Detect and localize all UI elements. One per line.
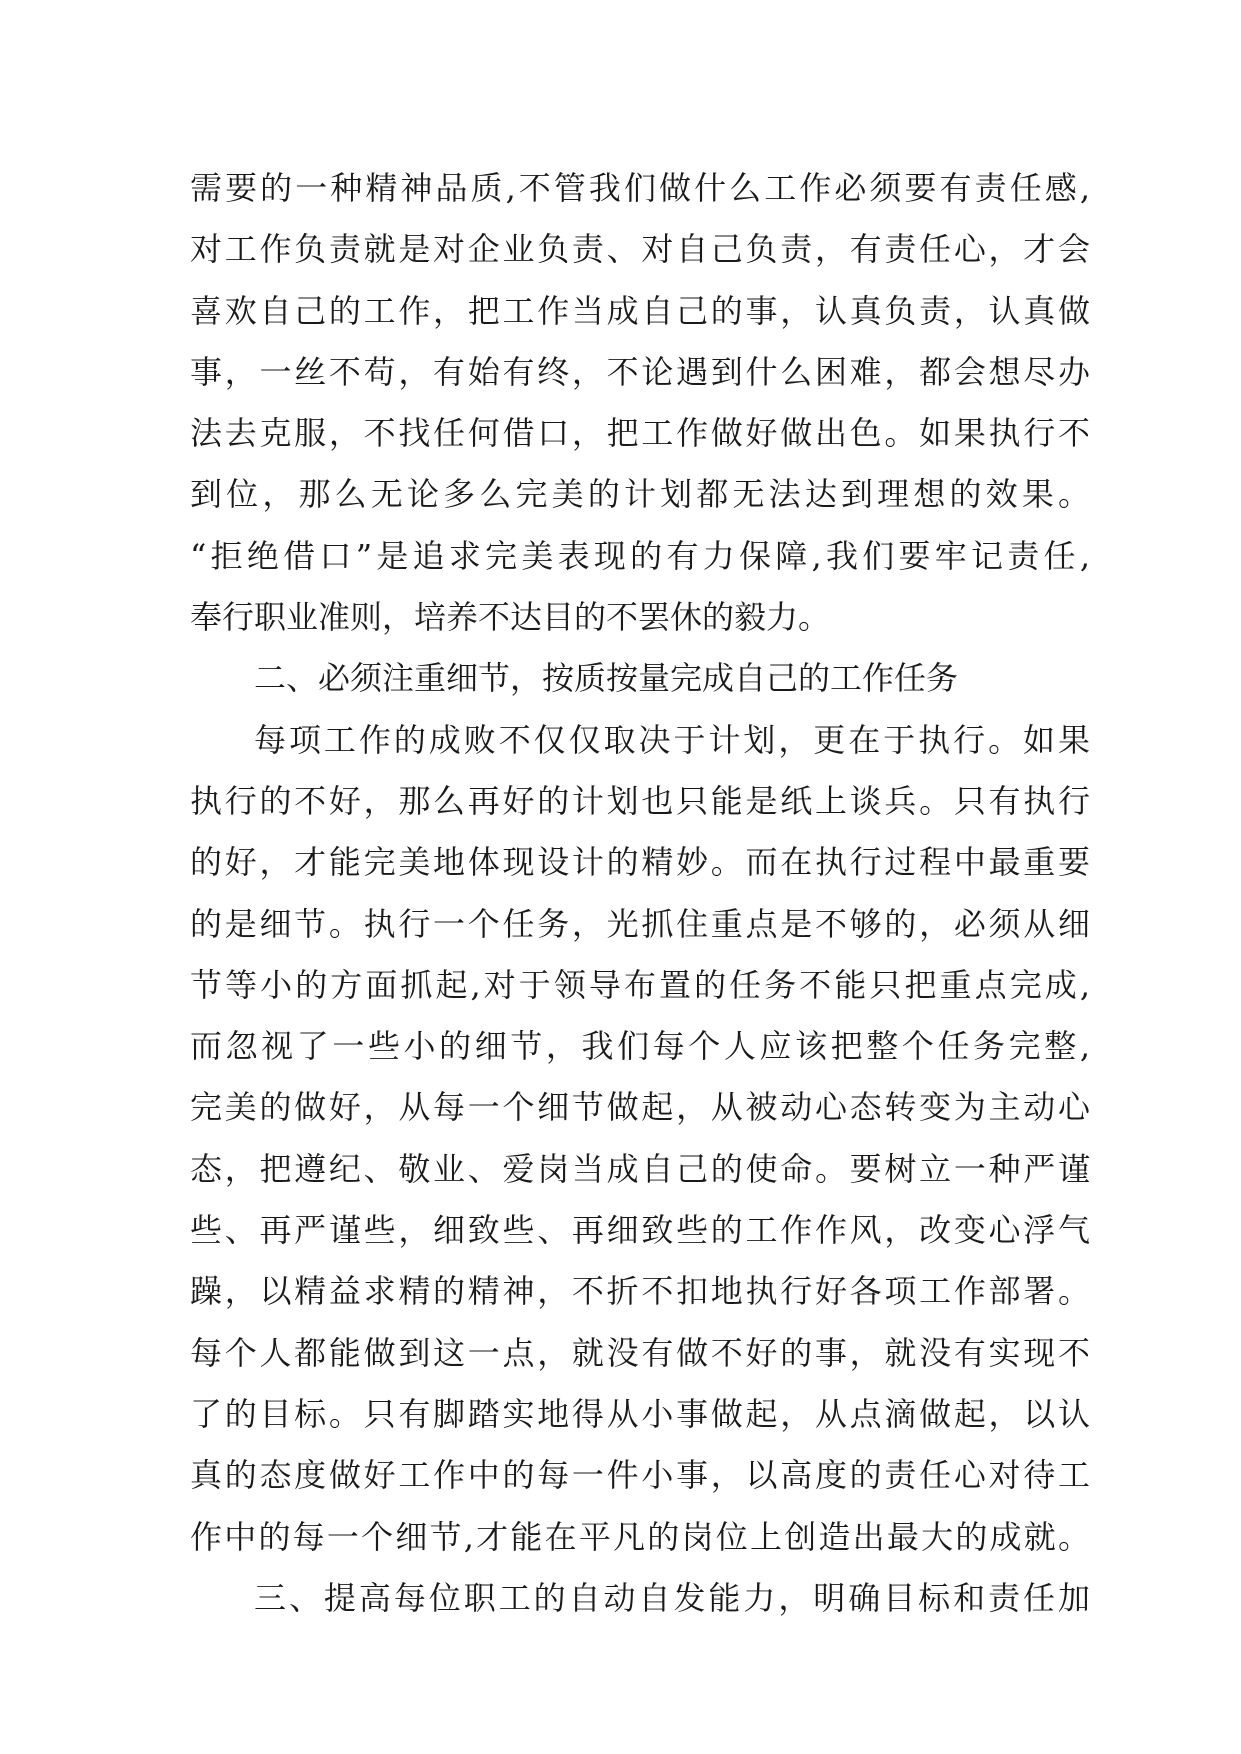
text-line: 些、再严谨些，细致些、再细致些的工作作风，改变心浮气 (190, 1211, 1090, 1250)
text-line: 而忽视了一些小的细节，我们每个人应该把整个任务完整, (190, 1027, 1090, 1066)
text-line: 节等小的方面抓起,对于领导布置的任务不能只把重点完成, (190, 965, 1090, 1004)
text-line: 事，一丝不苟，有始有终，不论遇到什么困难，都会想尽办 (190, 352, 1090, 391)
section-heading: 二、必须注重细节，按质按量完成自己的工作任务 (254, 659, 959, 698)
text-line: 每个人都能做到这一点，就没有做不好的事，就没有实现不 (190, 1333, 1090, 1372)
text-line: 执行的不好，那么再好的计划也只能是纸上谈兵。只有执行 (190, 781, 1090, 820)
text-line: 奉行职业准则，培养不达目的不罢休的毅力。 (190, 598, 831, 637)
text-line: 每项工作的成败不仅仅取决于计划，更在于执行。如果 (254, 720, 1090, 759)
text-line: 对工作负责就是对企业负责、对自己负责，有责任心，才会 (190, 230, 1090, 269)
text-line: 的好，才能完美地体现设计的精妙。而在执行过程中最重要 (190, 843, 1090, 882)
text-line: 喜欢自己的工作，把工作当成自己的事，认真负责，认真做 (190, 291, 1090, 330)
text-line: 法去克服，不找任何借口，把工作做好做出色。如果执行不 (190, 414, 1090, 453)
text-line: “拒绝借口”是追求完美表现的有力保障,我们要牢记责任, (190, 536, 1090, 575)
text-line: 态，把遵纪、敬业、爱岗当成自己的使命。要树立一种严谨 (190, 1149, 1090, 1188)
text-line: 到位，那么无论多么完美的计划都无法达到理想的效果。 (190, 475, 1090, 514)
text-line: 真的态度做好工作中的每一件小事，以高度的责任心对待工 (190, 1456, 1090, 1495)
text-line: 了的目标。只有脚踏实地得从小事做起，从点滴做起，以认 (190, 1394, 1090, 1433)
body-text (190, 158, 1090, 1629)
text-line: 的是细节。执行一个任务，光抓住重点是不够的，必须从细 (190, 904, 1090, 943)
text-line: 躁，以精益求精的精神，不折不扣地执行好各项工作部署。 (190, 1272, 1090, 1311)
section-heading: 三、提高每位职工的自动自发能力，明确目标和责任加 (254, 1578, 1090, 1617)
text-line: 需要的一种精神品质,不管我们做什么工作必须要有责任感, (190, 169, 1090, 207)
text-line: 完美的做好，从每一个细节做起，从被动心态转变为主动心 (190, 1088, 1090, 1127)
text-line: 作中的每一个细节,才能在平凡的岗位上创造出最大的成就。 (190, 1517, 1090, 1556)
